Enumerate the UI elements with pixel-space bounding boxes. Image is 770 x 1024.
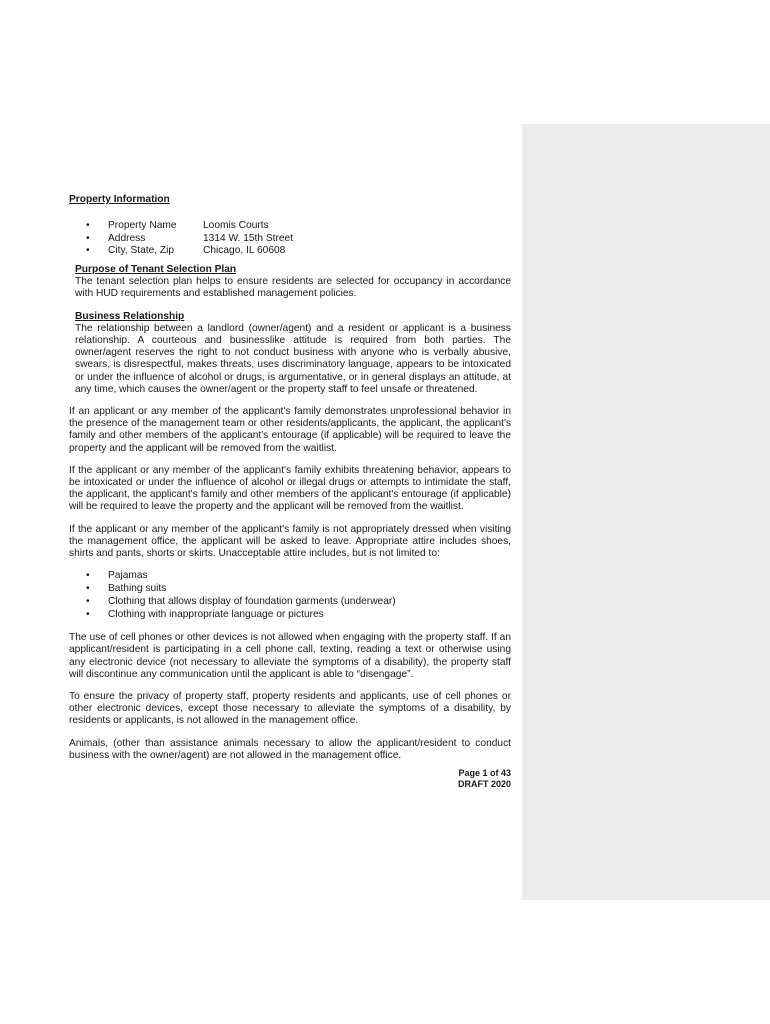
purpose-section: [69, 264, 511, 301]
paragraph-attire: If the applicant or any member of the applicant's family is not appropriately dressed when visiting the management office, the applicant will be asked to leave. Appropriate attire includes shoes, shirts and pants, shorts or skirts. Unacceptable attire includes, but is not limited to:: [69, 523, 511, 560]
list-item: [86, 609, 511, 622]
comment-pane: [522, 124, 770, 900]
property-name-value: Loomis Courts: [203, 220, 269, 232]
paragraph-animals: Animals, (other than assistance animals necessary to allow the applicant/resident to conduct business with the owner/agent) are not allowed in the management office.: [69, 737, 511, 761]
list-item: [86, 596, 511, 609]
list-item: [86, 570, 511, 583]
bullet-icon: •: [86, 570, 90, 582]
bullet-icon: •: [86, 245, 90, 257]
list-item: [86, 233, 511, 246]
list-item: [86, 220, 511, 233]
bullet-icon: •: [86, 220, 90, 232]
page-number: Page 1 of 43: [458, 768, 511, 779]
business-body: The relationship between a landlord (owner/agent) and a resident or applicant is a business relationship. A courteous and businesslike attitude is required from both parties. The owner/agent reserves the right to not conduct business with anyone who is verbally abusive, swears, is disrespectful, makes threats, uses discriminatory language, appears to be intoxicated or under the influence of alcohol or drugs, is argumentative, or in general displays an attitude, at any time, which causes the owner/agent or the property staff to feel unsafe or threatened.: [75, 322, 511, 395]
address-label: Address: [108, 232, 146, 244]
property-name-label: Property Name: [108, 220, 177, 232]
page-footer: [69, 768, 511, 790]
purpose-body: The tenant selection plan helps to ensure residents are selected for occupancy in accordance with HUD requirements and established management policies.: [75, 276, 511, 300]
property-info-heading: Property Information: [69, 194, 170, 205]
bullet-icon: •: [86, 583, 90, 595]
address-value: 1314 W. 15th Street: [203, 232, 294, 244]
bullet-icon: •: [86, 596, 90, 608]
document-page: [69, 194, 511, 790]
attire-list: [69, 570, 511, 622]
city-state-zip-label: City, State, Zip: [108, 245, 175, 257]
business-section: [69, 311, 511, 396]
list-item: [86, 583, 511, 596]
attire-item: Clothing that allows display of foundation garments (underwear): [108, 596, 396, 608]
bullet-icon: •: [86, 232, 90, 244]
paragraph-threatening: If the applicant or any member of the applicant's family exhibits threatening behavior, appears to be intoxicated or under the influence of alcohol or illegal drugs or attempts to intimidate the staff, the applicant, the applicant's family and other members of the applicant's entourage (if applicable) will be required to leave the property and the applicant will be removed from the waitlist.: [69, 464, 511, 513]
list-item: [86, 245, 511, 258]
paragraph-cell-phones: The use of cell phones or other devices is not allowed when engaging with the property staff. If an applicant/resident is participating in a cell phone call, texting, reading a text or otherwise using any electronic device (not necessary to alleviate the symptoms of a disability), the property staff will discontinue any communication until the applicant is able to “disengage”.: [69, 632, 511, 680]
attire-item: Clothing with inappropriate language or pictures: [108, 609, 324, 621]
city-state-zip-value: Chicago, IL 60608: [203, 245, 286, 257]
attire-item: Pajamas: [108, 570, 148, 582]
attire-item: Bathing suits: [108, 583, 167, 595]
paragraph-unprofessional: If an applicant or any member of the applicant's family demonstrates unprofessional behavior in the presence of the management team or other residents/applicants, the applicant, the applicant's family and other members of the applicant's entourage (if applicable) will be required to leave the property and the applicant will be removed from the waitlist.: [69, 406, 511, 454]
business-heading: Business Relationship: [75, 310, 185, 322]
paragraph-privacy: To ensure the privacy of property staff, property residents and applicants, use of cell phones or other electronic devices, except those necessary to alleviate the symptoms of a disability, by residents or applicants, is not allowed in the management office.: [69, 691, 511, 727]
property-info-list: [69, 220, 511, 258]
purpose-heading: Purpose of Tenant Selection Plan: [75, 263, 237, 275]
bullet-icon: •: [86, 609, 90, 621]
draft-label: DRAFT 2020: [457, 779, 511, 790]
